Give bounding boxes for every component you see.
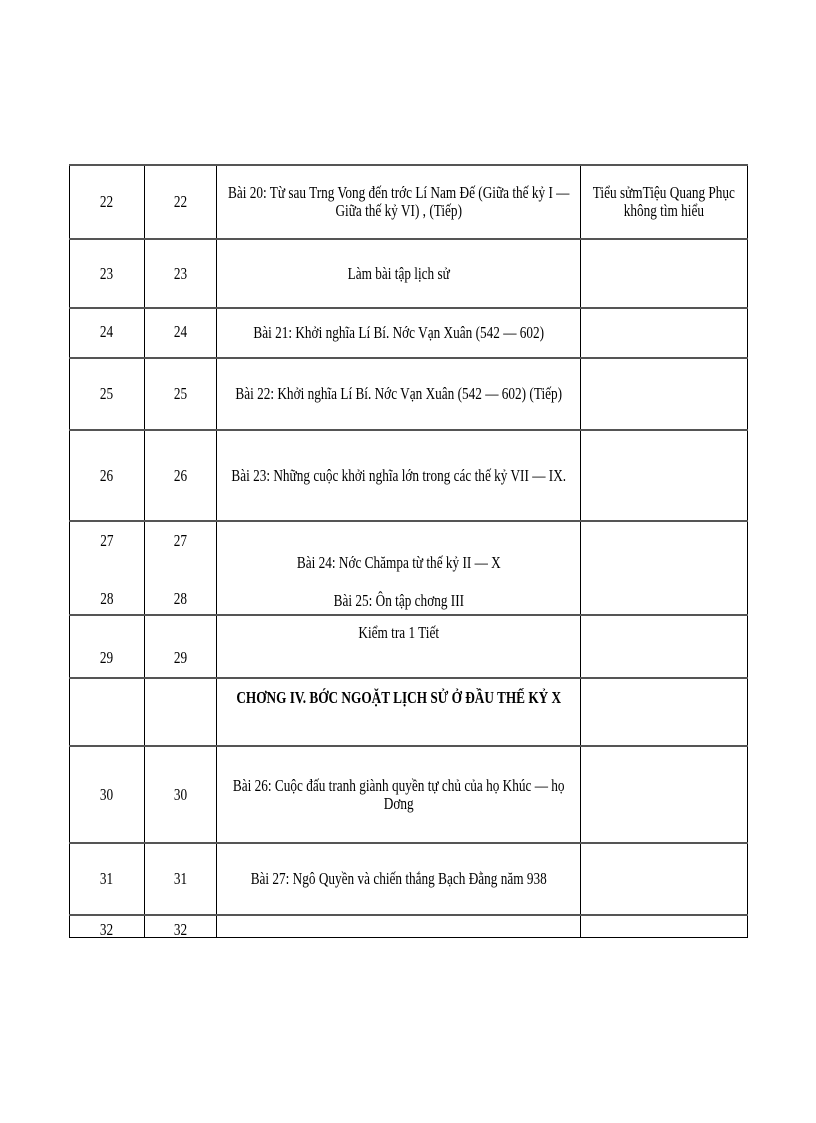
period-cell: 31 bbox=[144, 843, 216, 915]
lesson-plan-table bbox=[69, 164, 748, 938]
lesson-cell: Bài 22: Khởi nghĩa Lí Bí. Nớc Vạn Xuân (542 — 602) (Tiếp) bbox=[216, 358, 581, 430]
table-row bbox=[70, 521, 748, 615]
week-cell: 25 bbox=[70, 358, 145, 430]
period-cell: 22 bbox=[144, 165, 216, 239]
week-cell: 30 bbox=[70, 746, 145, 843]
lesson-cell: Làm bài tập lịch sử bbox=[216, 239, 581, 308]
table-row bbox=[70, 430, 748, 521]
chapter-heading: CHƠNG IV. BỚC NGOẶT LỊCH SỬ Ở ĐẦU THẾ KỶ X bbox=[216, 678, 581, 746]
week-cell: 23 bbox=[70, 239, 145, 308]
table-row bbox=[70, 165, 748, 239]
week-cell: 24 bbox=[70, 308, 145, 358]
note-cell bbox=[581, 915, 748, 937]
period-cell: 25 bbox=[144, 358, 216, 430]
lesson-25: Bài 25: Ôn tập chơng III bbox=[333, 591, 464, 610]
lesson-cell: Bài 27: Ngô Quyền và chiến thắng Bạch Đằng năm 938 bbox=[216, 843, 581, 915]
week-27: 27 bbox=[100, 531, 114, 550]
table-row bbox=[70, 915, 748, 937]
period-cell bbox=[144, 678, 216, 746]
note-cell bbox=[581, 358, 748, 430]
period-cell: 23 bbox=[144, 239, 216, 308]
period-cell: 24 bbox=[144, 308, 216, 358]
week-cell bbox=[70, 521, 145, 615]
week-cell bbox=[70, 678, 145, 746]
table-row bbox=[70, 843, 748, 915]
note-cell bbox=[581, 678, 748, 746]
lesson-cell bbox=[216, 915, 581, 937]
period-cell: 30 bbox=[144, 746, 216, 843]
note-cell bbox=[581, 615, 748, 678]
table-row bbox=[70, 239, 748, 308]
period-cell bbox=[144, 521, 216, 615]
period-cell: 29 bbox=[144, 615, 216, 678]
lesson-cell: Kiểm tra 1 Tiết bbox=[216, 615, 581, 678]
period-cell: 26 bbox=[144, 430, 216, 521]
week-cell: 22 bbox=[70, 165, 145, 239]
table-row bbox=[70, 358, 748, 430]
note-cell bbox=[581, 746, 748, 843]
lesson-cell: Bài 20: Từ sau Trng Vong đến trớc Lí Nam Đế (Giữa thế kỷ I — Giữa thế kỷ VI) , (Tiếp) bbox=[216, 165, 581, 239]
lesson-cell: Bài 21: Khởi nghĩa Lí Bí. Nớc Vạn Xuân (542 — 602) bbox=[216, 308, 581, 358]
table-row bbox=[70, 308, 748, 358]
note-cell bbox=[581, 239, 748, 308]
period-28: 28 bbox=[173, 589, 187, 608]
lesson-cell: Bài 23: Những cuộc khởi nghĩa lớn trong các thế kỷ VII — IX. bbox=[216, 430, 581, 521]
lesson-cell bbox=[216, 521, 581, 615]
week-28: 28 bbox=[100, 589, 114, 608]
note-cell bbox=[581, 308, 748, 358]
note-cell bbox=[581, 521, 748, 615]
week-cell: 31 bbox=[70, 843, 145, 915]
note-cell: Tiểu sửmTiệu Quang Phục không tìm hiểu bbox=[581, 165, 748, 239]
period-27: 27 bbox=[173, 531, 187, 550]
week-cell: 32 bbox=[70, 915, 145, 937]
table-row bbox=[70, 746, 748, 843]
note-cell bbox=[581, 843, 748, 915]
week-cell: 26 bbox=[70, 430, 145, 521]
lesson-cell: Bài 26: Cuộc đấu tranh giành quyền tự chủ của họ Khúc — họ Dơng bbox=[216, 746, 581, 843]
week-cell: 29 bbox=[70, 615, 145, 678]
table-row bbox=[70, 678, 748, 746]
note-cell bbox=[581, 430, 748, 521]
period-cell: 32 bbox=[144, 915, 216, 937]
table-row bbox=[70, 615, 748, 678]
lesson-24: Bài 24: Nớc Chămpa từ thế kỷ II — X bbox=[296, 553, 501, 572]
